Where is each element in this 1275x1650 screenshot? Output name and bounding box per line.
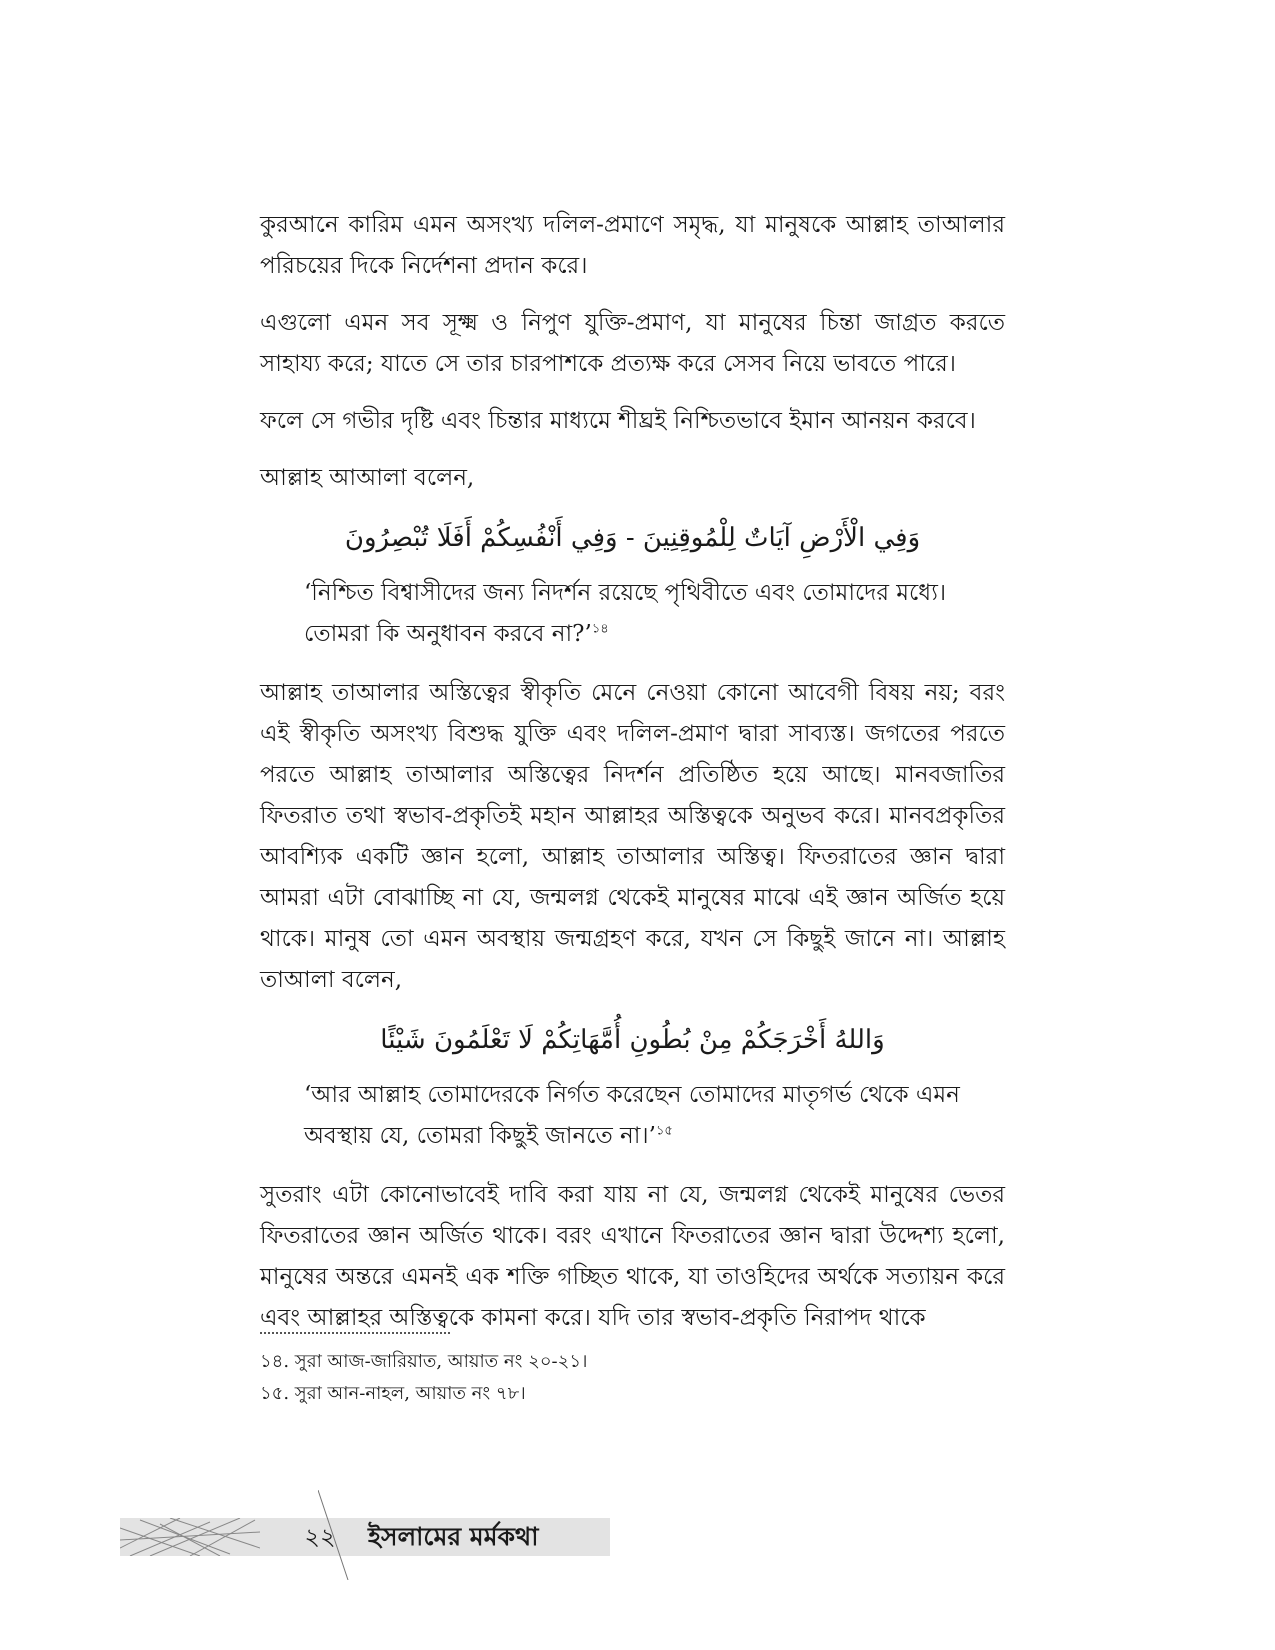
book-title: ইসলামের মর্মকথা	[368, 1522, 539, 1551]
quote-1-text: ‘নিশ্চিত বিশ্বাসীদের জন্য নিদর্শন রয়েছে পৃথিবীতে এবং তোমাদের মধ্যে। তোমরা কি অনুধাবন করবে না?’	[304, 580, 947, 647]
arabic-verse-2: وَاللهُ أَخْرَجَكُمْ مِنْ بُطُونِ أُمَّهَاتِكُمْ لَا تَعْلَمُونَ شَيْئًا	[380, 1025, 885, 1055]
footnote-14: ১৪. সুরা আজ-জারিয়াত, আয়াত নং ২০-২১।	[260, 1351, 588, 1372]
quote-2-text: ‘আর আল্লাহ তোমাদেরকে নির্গত করেছেন তোমাদের মাতৃগর্ভ থেকে এমন অবস্থায় যে, তোমরা কিছুই জানতে না।’	[304, 1082, 960, 1149]
paragraph-2: এগুলো এমন সব সূক্ষ্ম ও নিপুণ যুক্তি-প্রমাণ, যা মানুষের চিন্তা জাগ্রত করতে সাহায্য করে; যাতে সে তার চারপাশকে প্রত্যক্ষ করে সেসব নিয়ে ভাবতে পারে।	[260, 310, 1005, 377]
paragraph-4: আল্লাহ আআলা বলেন,	[260, 465, 475, 491]
paragraph-6: সুতরাং এটা কোনোভাবেই দাবি করা যায় না যে, জন্মলগ্ন থেকেই মানুষের ভেতর ফিতরাতের জ্ঞান অর্জিত থাকে। বরং এখানে ফিতরাতের জ্ঞান দ্বারা উদ্দেশ্য হলো, মানুষের অন্তরে এমনই এক শক্তি গচ্ছিত থাকে, যা তাওহিদের অর্থকে সত্যায়ন করে এবং আল্লাহর অস্তিত্বকে কামনা করে। যদি তার স্বভাব-প্রকৃতি নিরাপদ থাকে	[260, 1182, 1005, 1331]
footnote-ref-15[interactable]: ১৫	[655, 1123, 673, 1139]
footnote-ref-14[interactable]: ১৪	[591, 621, 609, 637]
decorative-line-pattern-icon	[120, 1518, 260, 1556]
arabic-verse-1: وَفِي الْأَرْضِ آيَاتٌ لِلْمُوقِنِينَ - وَفِي أَنْفُسِكُمْ أَفَلَا تُبْصِرُونَ	[344, 523, 921, 553]
page-number: ২২	[304, 1523, 336, 1551]
translation-quote-1	[304, 573, 1005, 655]
paragraph-1: কুরআনে কারিম এমন অসংখ্য দলিল-প্রমাণে সমৃদ্ধ, যা মানুষকে আল্লাহ তাআলার পরিচয়ের দিকে নির্দেশনা প্রদান করে।	[260, 212, 1005, 279]
paragraph-3: ফলে সে গভীর দৃষ্টি এবং চিন্তার মাধ্যমে শীঘ্রই নিশ্চিতভাবে ইমান আনয়ন করবে।	[260, 408, 976, 434]
footnote-15: ১৫. সুরা আন-নাহল, আয়াত নং ৭৮।	[260, 1383, 526, 1404]
footer-divider-line	[318, 1490, 368, 1580]
footnote-separator	[260, 1332, 450, 1334]
paragraph-5: আল্লাহ তাআলার অস্তিত্বের স্বীকৃতি মেনে নেওয়া কোনো আবেগী বিষয় নয়; বরং এই স্বীকৃতি অসংখ্য বিশুদ্ধ যুক্তি এবং দলিল-প্রমাণ দ্বারা সাব্যস্ত। জগতের পরতে পরতে আল্লাহ তাআলার অস্তিত্বের নিদর্শন প্রতিষ্ঠিত হয়ে আছে। মানবজাতির ফিতরাত তথা স্বভাব-প্রকৃতিই মহান আল্লাহর অস্তিত্বকে অনুভব করে। মানবপ্রকৃতির আবশ্যিক একটি জ্ঞান হলো, আল্লাহ তাআলার অস্তিত্ব। ফিতরাতের জ্ঞান দ্বারা আমরা এটা বোঝাচ্ছি না যে, জন্মলগ্ন থেকেই মানুষের মাঝে এই জ্ঞান অর্জিত হয়ে থাকে। মানুষ তো এমন অবস্থায় জন্মগ্রহণ করে, যখন সে কিছুই জানে না। আল্লাহ তাআলা বলেন,	[260, 680, 1005, 993]
footnotes	[260, 1332, 1005, 1410]
translation-quote-2	[304, 1075, 1005, 1157]
main-text	[260, 205, 1005, 1355]
